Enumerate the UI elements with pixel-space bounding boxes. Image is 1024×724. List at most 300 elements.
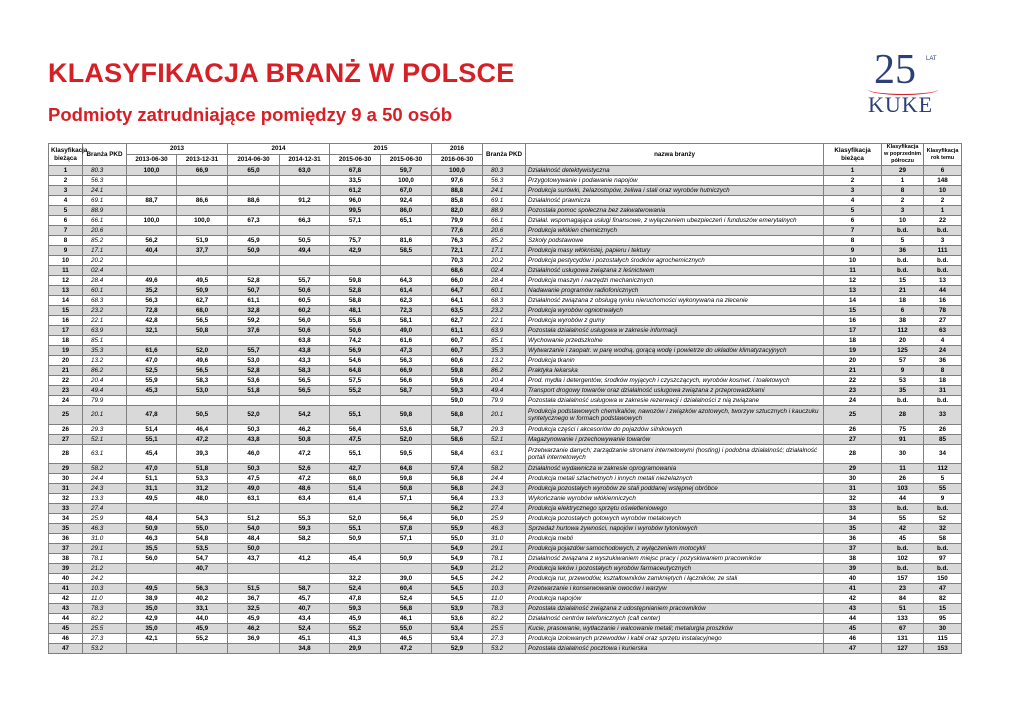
logo-lat: LAT	[926, 56, 937, 62]
previous-half-rank-cell: 1	[882, 176, 924, 186]
value-cell: 58,3	[280, 366, 330, 376]
pkd-cell-2: 20.1	[483, 406, 526, 425]
previous-half-rank-cell: 35	[882, 386, 924, 396]
pkd-cell-2: 23.2	[483, 306, 526, 316]
value-cell: 64,7	[432, 286, 483, 296]
value-cell: 32,1	[127, 326, 177, 336]
value-cell: 34,8	[280, 644, 330, 654]
value-cell: 42,1	[127, 634, 177, 644]
industry-name-cell: Działalność centrów telefonicznych (call center)	[526, 614, 824, 624]
value-cell: 58,3	[177, 376, 228, 386]
value-cell: 47,8	[330, 594, 381, 604]
value-cell: 41,3	[330, 634, 381, 644]
pkd-cell: 63.1	[83, 445, 127, 464]
pkd-cell-2: 31.0	[483, 534, 526, 544]
value-cell: 54,9	[432, 564, 483, 574]
pkd-cell-2: 24.2	[483, 574, 526, 584]
industry-name-cell: Produkcja pozostałych wyrobów ze stali poddanej wstępnej obróbce	[526, 484, 824, 494]
value-cell	[330, 544, 381, 554]
year-ago-rank-cell: 153	[924, 644, 962, 654]
pkd-cell-2: 20.2	[483, 256, 526, 266]
header-year-2013: 2013	[127, 144, 228, 155]
value-cell: 52,0	[228, 406, 280, 425]
value-cell: 33,1	[177, 604, 228, 614]
value-cell: 63,0	[280, 166, 330, 176]
previous-half-rank-cell: 15	[882, 276, 924, 286]
current-rank-cell: 17	[824, 326, 882, 336]
value-cell: 59,5	[381, 445, 432, 464]
value-cell: 32,8	[228, 306, 280, 316]
value-cell: 37,6	[228, 326, 280, 336]
value-cell: 56,0	[280, 316, 330, 326]
value-cell: 47,0	[127, 464, 177, 474]
pkd-cell: 10.3	[83, 584, 127, 594]
rank-cell: 3	[49, 186, 83, 196]
value-cell: 49,5	[127, 584, 177, 594]
value-cell: 59,8	[330, 276, 381, 286]
value-cell	[177, 186, 228, 196]
value-cell: 60,4	[381, 584, 432, 594]
industry-name-cell: Produkcja mebli	[526, 534, 824, 544]
value-cell: 42,8	[127, 316, 177, 326]
pkd-cell: 69.1	[83, 196, 127, 206]
current-rank-cell: 3	[824, 186, 882, 196]
value-cell: 47,2	[280, 445, 330, 464]
pkd-cell-2: 49.4	[483, 386, 526, 396]
rank-cell: 45	[49, 624, 83, 634]
current-rank-cell: 13	[824, 286, 882, 296]
value-cell: 56,9	[330, 346, 381, 356]
page-title: KLASYFIKACJA BRANŻ W POLSCE	[48, 58, 515, 88]
value-cell: 53,4	[432, 624, 483, 634]
year-ago-rank-cell: 18	[924, 376, 962, 386]
value-cell: 45,7	[280, 594, 330, 604]
year-ago-rank-cell: 8	[924, 366, 962, 376]
value-cell	[127, 574, 177, 584]
pkd-cell-2: 24.4	[483, 474, 526, 484]
year-ago-rank-cell: 112	[924, 464, 962, 474]
value-cell: 43,8	[228, 435, 280, 445]
table-row	[49, 176, 962, 186]
industry-name-cell: Nadawanie programów radiofonicznych	[526, 286, 824, 296]
table-row	[49, 276, 962, 286]
rank-cell: 9	[49, 246, 83, 256]
value-cell: 48,4	[127, 514, 177, 524]
value-cell: 55,7	[228, 346, 280, 356]
value-cell: 88,8	[432, 186, 483, 196]
value-cell: 50,7	[228, 286, 280, 296]
value-cell: 63,1	[228, 494, 280, 504]
year-ago-rank-cell: 44	[924, 286, 962, 296]
pkd-cell-2: 13.3	[483, 494, 526, 504]
industry-name-cell: Przygotowywanie i podawanie napojów	[526, 176, 824, 186]
rank-cell: 34	[49, 514, 83, 524]
year-ago-rank-cell: 30	[924, 624, 962, 634]
current-rank-cell: 27	[824, 435, 882, 445]
header-klasyfikacja-biezaca: Klasyfikacja bieżąca	[49, 144, 83, 166]
value-cell	[228, 186, 280, 196]
value-cell: 72,1	[432, 246, 483, 256]
previous-half-rank-cell: b.d.	[882, 256, 924, 266]
industry-name-cell: Działalność detektywistyczna	[526, 166, 824, 176]
rank-cell: 23	[49, 386, 83, 396]
industry-name-cell: Produkcja izolowanych przewodów i kabli oraz sprzętu instalacyjnego	[526, 634, 824, 644]
pkd-cell: 20.6	[83, 226, 127, 236]
table-row	[49, 435, 962, 445]
year-ago-rank-cell: b.d.	[924, 256, 962, 266]
previous-half-rank-cell: 3	[882, 206, 924, 216]
year-ago-rank-cell: 47	[924, 584, 962, 594]
value-cell: 52,9	[432, 644, 483, 654]
value-cell: 54,5	[432, 594, 483, 604]
value-cell: 74,2	[330, 336, 381, 346]
year-ago-rank-cell: 4	[924, 336, 962, 346]
year-ago-rank-cell: 78	[924, 306, 962, 316]
pkd-cell-2: 58.2	[483, 464, 526, 474]
pkd-cell: 13.2	[83, 356, 127, 366]
pkd-cell: 11.0	[83, 594, 127, 604]
rank-cell: 37	[49, 544, 83, 554]
value-cell: 56,5	[177, 366, 228, 376]
pkd-cell-2: 82.2	[483, 614, 526, 624]
header-date-3: 2014-06-30	[228, 155, 280, 166]
year-ago-rank-cell: 111	[924, 246, 962, 256]
value-cell: 61,1	[228, 296, 280, 306]
value-cell: 61,6	[381, 336, 432, 346]
value-cell: 56,4	[432, 494, 483, 504]
industry-name-cell: Wytwarzanie i zaopatr. w parę wodną, gorącą wodę i powietrze do układów klimatyzacyjnych	[526, 346, 824, 356]
value-cell: 68,0	[177, 306, 228, 316]
value-cell: 61,4	[330, 494, 381, 504]
current-rank-cell: 47	[824, 644, 882, 654]
value-cell: 72,8	[127, 306, 177, 316]
table-row	[49, 346, 962, 356]
value-cell: 99,5	[330, 206, 381, 216]
industry-name-cell: Pozostała działalność usługowa w zakresie rezerwacji i działalności z nią związane	[526, 396, 824, 406]
value-cell: 53,6	[432, 614, 483, 624]
pkd-cell: 29.1	[83, 544, 127, 554]
value-cell: 79,9	[432, 216, 483, 226]
value-cell: 66,0	[432, 276, 483, 286]
value-cell: 58,8	[432, 406, 483, 425]
value-cell: 50,9	[228, 246, 280, 256]
previous-half-rank-cell: 112	[882, 326, 924, 336]
industry-name-cell: Wykończanie wyrobów włókienniczych	[526, 494, 824, 504]
current-rank-cell: 12	[824, 276, 882, 286]
industry-name-cell: Produkcja maszyn i narzędzi mechanicznych	[526, 276, 824, 286]
year-ago-rank-cell: 58	[924, 534, 962, 544]
year-ago-rank-cell: b.d.	[924, 564, 962, 574]
value-cell: 56,5	[280, 376, 330, 386]
value-cell	[127, 266, 177, 276]
value-cell: 55,0	[381, 624, 432, 634]
value-cell	[177, 336, 228, 346]
header-klasyfikacja-biezaca-2: Klasyfikacja bieżąca	[824, 144, 882, 166]
table-row	[49, 336, 962, 346]
year-ago-rank-cell: 32	[924, 524, 962, 534]
value-cell: 86,0	[381, 206, 432, 216]
current-rank-cell: 35	[824, 524, 882, 534]
current-rank-cell: 36	[824, 534, 882, 544]
value-cell: 29,9	[330, 644, 381, 654]
value-cell	[177, 504, 228, 514]
page-subtitle: Podmioty zatrudniające pomiędzy 9 a 50 osób	[48, 104, 453, 125]
value-cell: 54,2	[280, 406, 330, 425]
table-row	[49, 594, 962, 604]
year-ago-rank-cell: 52	[924, 514, 962, 524]
industry-name-cell: Przetwarzanie danych; zarządzanie stronami internetowymi (hosting) i podobna działalność; działalność portali internetowych	[526, 445, 824, 464]
previous-half-rank-cell: 28	[882, 406, 924, 425]
pkd-cell: 25.9	[83, 514, 127, 524]
logo-number: 25	[874, 47, 916, 93]
value-cell: 40,7	[280, 604, 330, 614]
value-cell: 49,6	[177, 356, 228, 366]
value-cell	[228, 226, 280, 236]
value-cell: 37,7	[177, 246, 228, 256]
value-cell: 50,3	[228, 425, 280, 435]
rank-cell: 27	[49, 435, 83, 445]
previous-half-rank-cell: 131	[882, 634, 924, 644]
table-row	[49, 326, 962, 336]
value-cell: 100,0	[381, 176, 432, 186]
year-ago-rank-cell: 150	[924, 574, 962, 584]
industry-name-cell: Magazynowanie i przechowywanie towarów	[526, 435, 824, 445]
rank-cell: 40	[49, 574, 83, 584]
value-cell	[127, 226, 177, 236]
previous-half-rank-cell: 5	[882, 236, 924, 246]
industry-name-cell: Produkcja pozostałych gotowych wyrobów metalowych	[526, 514, 824, 524]
table-row	[49, 644, 962, 654]
rank-cell: 4	[49, 196, 83, 206]
previous-half-rank-cell: 157	[882, 574, 924, 584]
value-cell: 58,7	[280, 584, 330, 594]
table-row	[49, 216, 962, 226]
header-klasyfikacja-poprzednim: Klasyfikacja w poprzednim półroczu	[882, 144, 924, 166]
value-cell	[228, 574, 280, 584]
industry-name-cell: Działalność związana z obsługą rynku nieruchomości wykonywana na zlecenie	[526, 296, 824, 306]
previous-half-rank-cell: 84	[882, 594, 924, 604]
value-cell: 40,7	[177, 564, 228, 574]
value-cell: 63,5	[432, 306, 483, 316]
rank-cell: 16	[49, 316, 83, 326]
pkd-cell: 66.1	[83, 216, 127, 226]
value-cell: 53,3	[177, 474, 228, 484]
previous-half-rank-cell: 6	[882, 306, 924, 316]
value-cell: 59,3	[280, 524, 330, 534]
value-cell	[127, 564, 177, 574]
value-cell: 64,8	[330, 366, 381, 376]
value-cell: 46,3	[127, 534, 177, 544]
value-cell: 56,3	[381, 356, 432, 366]
pkd-cell: 17.1	[83, 246, 127, 256]
industry-name-cell: Przetwarzanie i konserwowanie owoców i warzyw	[526, 584, 824, 594]
value-cell: 53,4	[432, 634, 483, 644]
value-cell: 55,1	[330, 406, 381, 425]
industry-name-cell: Produkcja elektrycznego sprzętu oświetleniowego	[526, 504, 824, 514]
current-rank-cell: 8	[824, 236, 882, 246]
year-ago-rank-cell: b.d.	[924, 266, 962, 276]
industry-name-cell: Pozostała pomoc społeczna bez zakwaterowania	[526, 206, 824, 216]
value-cell: 60,7	[432, 346, 483, 356]
classification-table-wrap	[48, 143, 961, 654]
table-row	[49, 554, 962, 564]
value-cell: 92,4	[381, 196, 432, 206]
value-cell: 42,7	[330, 464, 381, 474]
value-cell: 39,0	[381, 574, 432, 584]
pkd-cell: 29.3	[83, 425, 127, 435]
rank-cell: 11	[49, 266, 83, 276]
value-cell: 68,6	[432, 266, 483, 276]
current-rank-cell: 39	[824, 564, 882, 574]
industry-name-cell: Działal. wspomagająca usługi finansowe, z wyłączeniem ubezpieczeń i funduszów emerytalnych	[526, 216, 824, 226]
year-ago-rank-cell: 24	[924, 346, 962, 356]
pkd-cell: 27.4	[83, 504, 127, 514]
value-cell: 47,0	[127, 356, 177, 366]
industry-name-cell: Produkcja surówki, żelazostopów, żeliwa i stali oraz wyrobów hutniczych	[526, 186, 824, 196]
header-date-2: 2013-12-31	[177, 155, 228, 166]
value-cell: 50,6	[280, 286, 330, 296]
value-cell: 55,2	[177, 634, 228, 644]
industry-name-cell: Działalność prawnicza	[526, 196, 824, 206]
value-cell: 43,3	[280, 356, 330, 366]
value-cell: 47,2	[177, 435, 228, 445]
value-cell: 56,3	[177, 584, 228, 594]
value-cell: 53,0	[177, 386, 228, 396]
value-cell: 33,5	[330, 176, 381, 186]
value-cell: 67,8	[330, 166, 381, 176]
pkd-cell: 35.3	[83, 346, 127, 356]
table-row	[49, 514, 962, 524]
previous-half-rank-cell: 21	[882, 286, 924, 296]
value-cell: 62,7	[177, 296, 228, 306]
value-cell: 77,6	[432, 226, 483, 236]
value-cell	[177, 256, 228, 266]
value-cell	[228, 256, 280, 266]
value-cell	[330, 396, 381, 406]
year-ago-rank-cell: 2	[924, 196, 962, 206]
current-rank-cell: 37	[824, 544, 882, 554]
pkd-cell-2: 46.3	[483, 524, 526, 534]
pkd-cell-2: 10.3	[483, 584, 526, 594]
value-cell: 58,4	[432, 445, 483, 464]
value-cell: 52,0	[381, 435, 432, 445]
value-cell: 48,6	[280, 484, 330, 494]
value-cell: 67,3	[228, 216, 280, 226]
value-cell: 58,8	[330, 296, 381, 306]
value-cell: 66,9	[177, 166, 228, 176]
table-row	[49, 614, 962, 624]
previous-half-rank-cell: 55	[882, 514, 924, 524]
previous-half-rank-cell: 44	[882, 494, 924, 504]
pkd-cell-2: 25.5	[483, 624, 526, 634]
industry-name-cell: Produkcja metali szlachetnych i innych metali nieżelaznych	[526, 474, 824, 484]
value-cell: 49,0	[228, 484, 280, 494]
value-cell	[381, 226, 432, 236]
pkd-cell-2: 20.6	[483, 226, 526, 236]
previous-half-rank-cell: 67	[882, 624, 924, 634]
value-cell: 47,5	[330, 435, 381, 445]
pkd-cell-2: 27.3	[483, 634, 526, 644]
value-cell: 52,8	[228, 276, 280, 286]
pkd-cell-2: 88.9	[483, 206, 526, 216]
value-cell	[280, 396, 330, 406]
value-cell: 59,3	[432, 386, 483, 396]
value-cell: 61,6	[127, 346, 177, 356]
value-cell: 40,2	[177, 594, 228, 604]
previous-half-rank-cell: 11	[882, 464, 924, 474]
value-cell	[177, 266, 228, 276]
value-cell: 51,4	[127, 425, 177, 435]
rank-cell: 18	[49, 336, 83, 346]
value-cell: 56,4	[330, 425, 381, 435]
rank-cell: 43	[49, 604, 83, 614]
pkd-cell-2: 85.2	[483, 236, 526, 246]
header-date-4: 2014-12-31	[280, 155, 330, 166]
year-ago-rank-cell: 95	[924, 614, 962, 624]
industry-name-cell: Pozostała działalność związana z udostępnianiem pracowników	[526, 604, 824, 614]
year-ago-rank-cell: 3	[924, 236, 962, 246]
value-cell	[228, 176, 280, 186]
pkd-cell: 13.3	[83, 494, 127, 504]
value-cell: 46,1	[381, 614, 432, 624]
rank-cell: 17	[49, 326, 83, 336]
year-ago-rank-cell: 63	[924, 326, 962, 336]
previous-half-rank-cell: b.d.	[882, 544, 924, 554]
value-cell: 51,5	[228, 584, 280, 594]
value-cell: 54,3	[177, 514, 228, 524]
value-cell: 52,4	[381, 594, 432, 604]
value-cell: 42,9	[330, 246, 381, 256]
value-cell: 54,8	[177, 534, 228, 544]
rank-cell: 33	[49, 504, 83, 514]
value-cell: 86,6	[177, 196, 228, 206]
previous-half-rank-cell: 103	[882, 484, 924, 494]
current-rank-cell: 22	[824, 376, 882, 386]
current-rank-cell: 6	[824, 216, 882, 226]
rank-cell: 32	[49, 494, 83, 504]
value-cell: 50,9	[330, 534, 381, 544]
value-cell: 49,5	[177, 276, 228, 286]
pkd-cell: 49.4	[83, 386, 127, 396]
year-ago-rank-cell: 148	[924, 176, 962, 186]
rank-cell: 42	[49, 594, 83, 604]
previous-half-rank-cell: 20	[882, 336, 924, 346]
current-rank-cell: 42	[824, 594, 882, 604]
value-cell: 52,4	[330, 584, 381, 594]
table-row	[49, 356, 962, 366]
value-cell	[330, 504, 381, 514]
value-cell: 49,6	[127, 276, 177, 286]
value-cell: 50,0	[228, 544, 280, 554]
industry-name-cell: Produkcja wyrobów z gumy	[526, 316, 824, 326]
table-row	[49, 574, 962, 584]
value-cell: 55,1	[330, 524, 381, 534]
table-row	[49, 166, 962, 176]
current-rank-cell: 26	[824, 425, 882, 435]
value-cell: 52,8	[330, 286, 381, 296]
previous-half-rank-cell: 51	[882, 604, 924, 614]
rank-cell: 22	[49, 376, 83, 386]
value-cell	[127, 336, 177, 346]
rank-cell: 41	[49, 584, 83, 594]
current-rank-cell: 9	[824, 246, 882, 256]
value-cell	[228, 266, 280, 276]
pkd-cell: 02.4	[83, 266, 127, 276]
value-cell: 45,4	[330, 554, 381, 564]
value-cell: 54,6	[330, 356, 381, 366]
value-cell: 55,9	[432, 524, 483, 534]
rank-cell: 8	[49, 236, 83, 246]
